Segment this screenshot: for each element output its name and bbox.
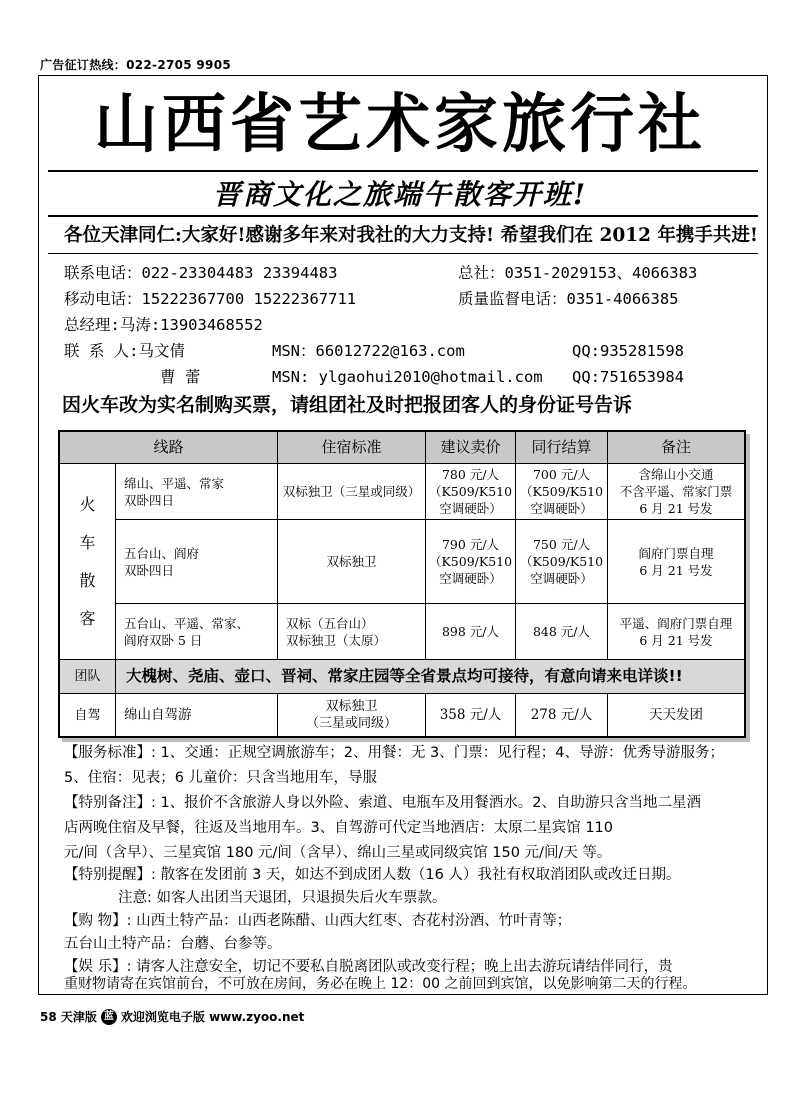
terms-attention: 注意: 如客人出团当天退团，只退损失后火车票款。 <box>118 890 447 906</box>
terms-special: 【特别备注】: 1、报价不含旅游人身以外险、索道、电瓶车及用餐酒水。2、自助游只含当地二星酒 <box>64 795 701 811</box>
side-char: 火 <box>79 495 96 515</box>
table-header-note: 备注 <box>608 432 744 464</box>
table-header-route: 线路 <box>60 432 278 464</box>
table-row-settle: 848 元/人 <box>516 604 608 660</box>
id-notice: 因火车改为实名制购买票，请组团社及时把报团客人的身份证号告诉 <box>62 394 633 416</box>
self-drive-route: 绵山自驾游 <box>116 694 278 736</box>
contact-person2-msn: MSN: ylgaohui2010@hotmail.com <box>272 368 543 386</box>
terms-service-cont: 5、住宿：见表；6 儿童价：只含当地用车，导服 <box>64 770 378 786</box>
contact-person1-qq: QQ:935281598 <box>572 342 684 360</box>
footer-link[interactable]: 欢迎浏览电子版 www.zyoo.net <box>120 1010 305 1024</box>
contact-hq: 总社：0351-2029153、4066383 <box>458 264 698 282</box>
table-row-route: 五台山、平遥、常家、 阎府双卧 5 日 <box>116 604 278 660</box>
title-divider <box>48 170 758 172</box>
edition-badge: 蓝 <box>101 1009 117 1025</box>
contact-manager: 总经理:马涛:13903468552 <box>64 316 263 334</box>
side-char: 客 <box>79 608 96 628</box>
table-row-lodging: 双标独卫 <box>278 520 426 604</box>
contact-quality: 质量监督电话：0351-4066385 <box>458 290 679 308</box>
table-row-route: 绵山、平遥、常家 双卧四日 <box>116 464 278 520</box>
terms-special-cont: 元/间（含早）、三星宾馆 180 元/间（含早）、绵山三星或同级宾馆 150 元/间/天 等。 <box>64 845 612 861</box>
table-row-route: 五台山、阎府 双卧四日 <box>116 520 278 604</box>
page-number: 58 天津版 <box>40 1010 97 1024</box>
greeting: 各位天津同仁:大家好!感谢多年来对我社的大力支持! 希望我们在 2012 年携手共进! <box>64 225 759 246</box>
self-drive-note: 天天发团 <box>649 706 703 723</box>
self-drive-label: 自驾 <box>60 694 116 736</box>
terms-entertainment: 【娱 乐】: 请客人注意安全，切记不要私自脱离团队或改变行程；晚上出去游玩请结伴同行，贵 <box>64 959 673 975</box>
table-row-price: 790 元/人 （K509/K510 空调硬卧） <box>426 520 516 604</box>
side-char: 散 <box>79 570 96 590</box>
self-drive-lodging: 双标独卫 （三星或同级） <box>278 694 426 736</box>
terms-reminder: 【特别提醒】: 散客在发团前 3 天，如达不到成团人数（16 人）我社有权取消团队或改迁日期。 <box>64 867 681 883</box>
ad-hotline: 广告征订热线：022-2705 9905 <box>40 58 232 72</box>
self-drive-price: 358 元/人 <box>426 694 516 736</box>
team-label: 团队 <box>60 660 116 694</box>
team-text: 大槐树、尧庙、壶口、晋祠、常家庄园等全省景点均可接待，有意向请来电详谈!! <box>116 660 744 694</box>
train-section-label <box>60 464 116 660</box>
terms-shopping: 【购 物】: 山西土特产品：山西老陈醋、山西大红枣、杏花村汾酒、竹叶青等； <box>64 913 572 929</box>
slogan-divider <box>48 215 758 217</box>
table-row-settle: 750 元/人 （K509/K510 空调硬卧） <box>516 520 608 604</box>
terms-shopping-cont: 五台山土特产品：台蘑、台参等。 <box>64 936 282 952</box>
terms-special-cont: 店两晚住宿及早餐，往返及当地用车。3、自驾游可代定当地酒店：太原二星宾馆 110 <box>64 820 614 836</box>
table-row-price: 780 元/人 （K509/K510 空调硬卧） <box>426 464 516 520</box>
table-row-lodging: 双标独卫（三星或同级） <box>278 464 426 520</box>
contact-phone: 联系电话：022-23304483 23394483 <box>64 264 338 282</box>
slogan: 晋商文化之旅端午散客开班! <box>212 178 588 211</box>
table-header-lodging: 住宿标准 <box>278 432 426 464</box>
table-header-settle: 同行结算 <box>516 432 608 464</box>
contact-mobile: 移动电话：15222367700 15222367711 <box>64 290 357 308</box>
self-drive-settle: 278 元/人 <box>516 694 608 736</box>
contact-person1: 联 系 人:马文倩 <box>64 342 185 360</box>
terms-entertainment-cont: 重财物请寄在宾馆前台，不可放在房间，务必在晚上 12：00 之前回到宾馆，以免影响第二天的行程。 <box>64 976 697 992</box>
page-footer <box>40 1008 304 1025</box>
table-header-price: 建议卖价 <box>426 432 516 464</box>
greeting-divider <box>48 253 758 254</box>
contact-person2-qq: QQ:751653984 <box>572 368 684 386</box>
price-table <box>58 430 746 738</box>
terms-service: 【服务标准】: 1、交通：正规空调旅游车；2、用餐：无 3、门票：见行程；4、导游：优秀导游服务； <box>64 745 725 761</box>
table-row-lodging: 双标（五台山） 双标独卫（太原） <box>278 604 426 660</box>
table-row-note: 平遥、阎府门票自理 6 月 21 号发 <box>608 604 744 660</box>
table-row-note: 阎府门票自理 6 月 21 号发 <box>608 520 744 604</box>
table-row-price: 898 元/人 <box>426 604 516 660</box>
table-row-settle: 700 元/人 （K509/K510 空调硬卧） <box>516 464 608 520</box>
agency-title: 山西省艺术家旅行社 <box>94 88 706 162</box>
contact-person2: 曹 蕾 <box>160 368 201 386</box>
side-char: 车 <box>79 533 96 553</box>
contact-person1-msn: MSN：66012722@163.com <box>272 342 465 360</box>
table-row-note: 含绵山小交通 不含平遥、常家门票 6 月 21 号发 <box>608 464 744 520</box>
